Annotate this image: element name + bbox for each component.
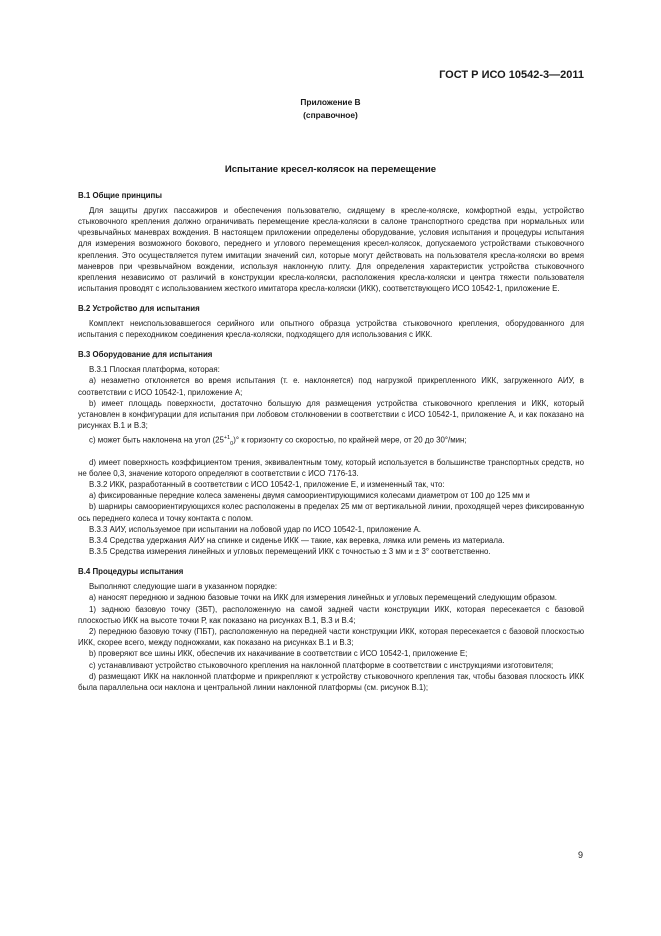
list-item: d) размещают ИКК на наклонной платформе и прикрепляют к устройству стыковочного крепления так, чтобы базовая плоскость ИКК была параллельна оси наклона и центральной линии наклонной платформы (см. рисунок В.1); <box>78 671 584 692</box>
paragraph: Для защиты других пассажиров и обеспечения пользователю, сидящему в кресле-коляске, комфортной езды, устройство стыковочного крепления должно ограничивать перемещение кресла-коляски в салоне транспортного средства при нормальных или чрезвычайных маневрах вождения. В настоящем приложении определены оборудование, условия испытания и процедуры испытания для измерения возможного бокового, переднего и углового перемещения кресел-колясок, допускаемого устройствами стыковочного крепления. Это осуществляется путем имитации значений сил, которые могут действовать на пользователя кресла-коляски во время маневров при чрезвычайном вождении, используя наклонную плиту. Для определения характеристик устройства стыковочного крепления независимо от различий в конструкции кресла-коляски, расположения кресла-коляски и центра тяжести пользователя испытания проводят с использованием жесткого имитатора кресла-коляски (ИКК), соответствующего ИСО 10542-1, приложение Е. <box>78 205 584 294</box>
annex-title: Приложение В <box>300 97 361 107</box>
annex-type: (справочное) <box>303 110 358 120</box>
list-item: d) имеет поверхность коэффициентом трения, эквивалентным тому, который используется в большинстве транспортных средств, но не более 0,3, значение которого определяют в соответствии с ИСО 7176-13. <box>78 457 584 478</box>
list-item: b) проверяют все шины ИКК, обеспечив их накачивание в соответствии с ИСО 10542-1, приложение Е; <box>89 649 468 659</box>
list-item-text: c) может быть наклонена на угол (25 <box>89 435 224 445</box>
tolerance-upper: +1 <box>223 435 231 442</box>
paragraph: В.3.5 Средства измерения линейных и угловых перемещений ИКК с точностью ± 3 мм и ± 3° соответственно. <box>89 547 491 557</box>
paragraph: В.3.1 Плоская платформа, которая: <box>89 365 220 375</box>
list-item: a) наносят переднюю и заднюю базовые точки на ИКК для измерения линейных и угловых перемещений следующим образом. <box>89 593 557 603</box>
list-item: 1) заднюю базовую точку (ЗБТ), расположенную на самой задней части конструкции ИКК, которая пересекается с базовой плоскостью ИКК на высоте точки Р, как показано на рисунках В.1, В.3 и В.4; <box>78 604 584 625</box>
annex-label <box>0 96 661 122</box>
list-item: a) незаметно отклоняется во время испытания (т. е. наклоняется) под нагрузкой прикрепленного ИКК, загруженного АИУ, в соответствии с ИСО 10542-1, приложение А; <box>78 376 584 397</box>
section-heading-b3: В.3 Оборудование для испытания <box>78 350 213 360</box>
list-item <box>78 431 584 452</box>
paragraph: Выполняют следующие шаги в указанном порядке: <box>89 582 278 592</box>
list-item: b) имеет площадь поверхности, достаточно большую для размещения устройства стыковочного крепления и ИКК, который установлен в конфигурации для испытания при лобовом столкновении в соответствии с ИСО 10542-1, приложение А, и как показано на рисунках В.1 и В.3; <box>78 398 584 431</box>
paragraph: В.3.4 Средства удержания АИУ на спинке и сиденье ИКК — такие, как веревка, лямка или ремень из материала. <box>89 535 505 545</box>
tolerance-lower: 0 <box>230 441 234 448</box>
paragraph: В.3.2 ИКК, разработанный в соответствии с ИСО 10542-1, приложение Е, и измененный так, что: <box>89 479 445 489</box>
list-item-text: )° к горизонту со скоростью, по крайней мере, от 20 до 30°/мин; <box>233 435 467 445</box>
section-heading-b4: В.4 Процедуры испытания <box>78 567 184 577</box>
list-item: a) фиксированные передние колеса заменены двумя самоориентирующимися колесами диаметром от 100 до 125 мм и <box>89 491 530 501</box>
section-heading-b2: В.2 Устройство для испытания <box>78 304 200 314</box>
list-item: b) шарниры самоориентирующихся колес расположены в пределах 25 мм от вертикальной линии, проходящей через фиксированную ось переднего колеса и точку контакта с полом. <box>78 502 584 523</box>
paragraph: Комплект неиспользовавшегося серийного или опытного образца устройства стыковочного крепления, оборудованного для испытания с переходником соединения кресла-коляски, подходящего для использования с ИКК. <box>78 319 584 340</box>
list-item: 2) переднюю базовую точку (ПБТ), расположенную на передней части конструкции ИКК, которая пересекается с базовой плоскостью ИКК, скорее всего, между подножками, как показано на рисунках В.1 и В.3; <box>78 626 584 648</box>
paragraph: В.3.3 АИУ, используемое при испытании на лобовой удар по ИСО 10542-1, приложение А. <box>89 524 421 534</box>
list-item: c) устанавливают устройство стыковочного крепления на наклонной платформе в соответствии с инструкциями изготовителя; <box>89 660 554 670</box>
page-title: Испытание кресел-колясок на перемещение <box>224 164 437 175</box>
page-number: 9 <box>577 850 583 860</box>
document-body <box>78 190 584 693</box>
document-header: ГОСТ Р ИСО 10542-3—2011 <box>439 69 584 81</box>
section-heading-b1: В.1 Общие принципы <box>78 191 162 200</box>
